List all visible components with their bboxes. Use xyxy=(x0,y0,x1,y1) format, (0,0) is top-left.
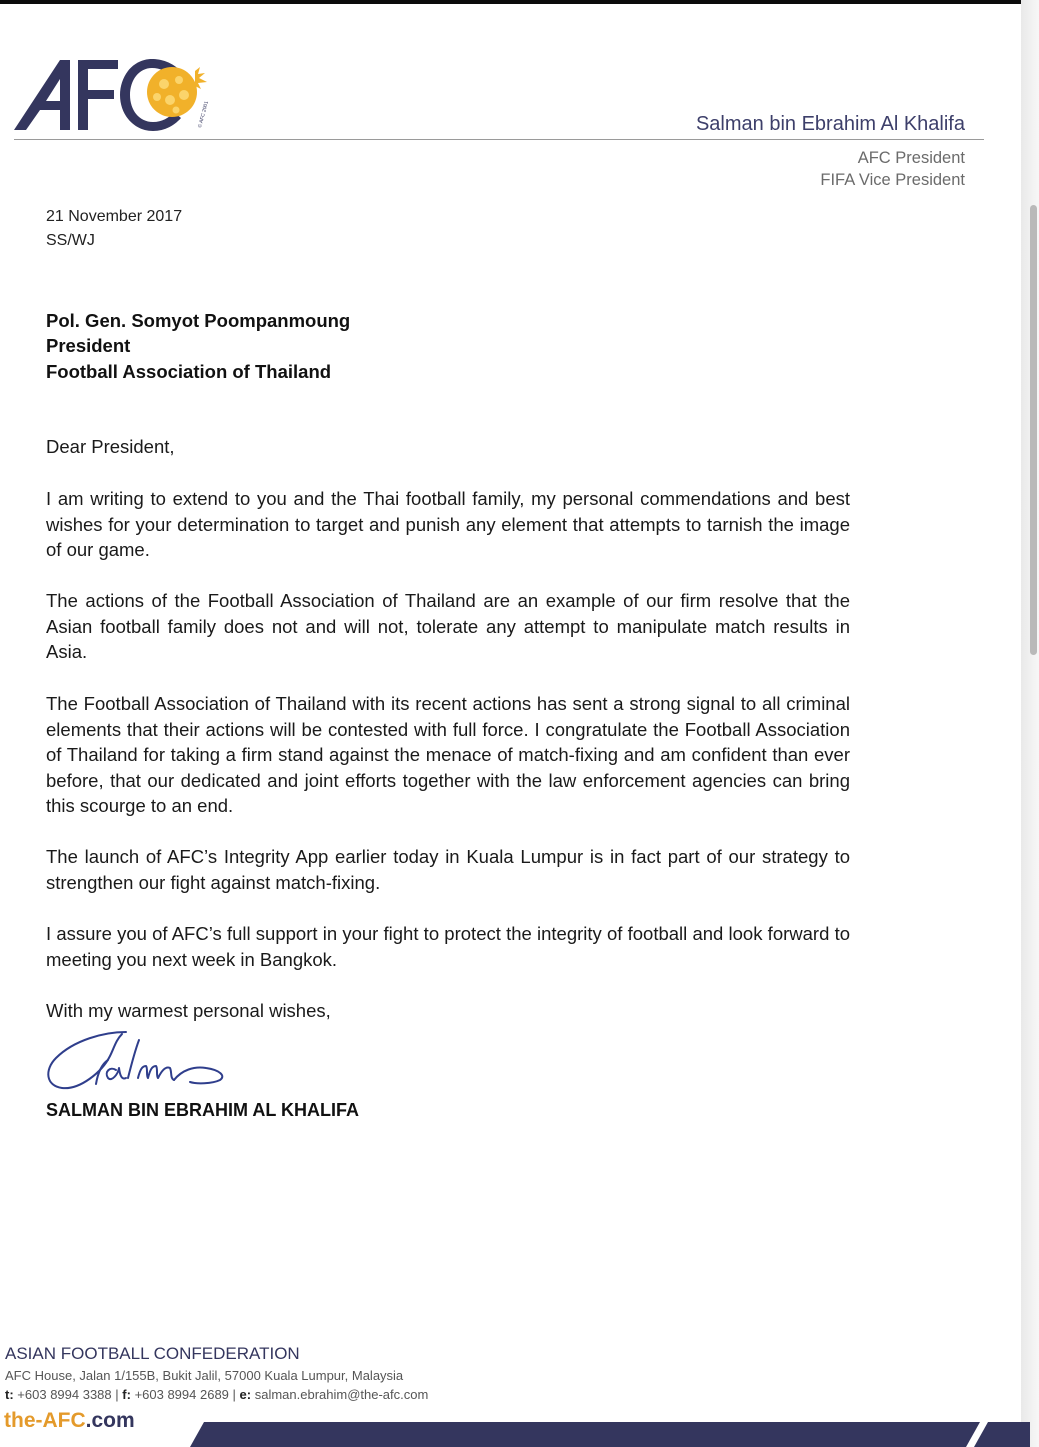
body-paragraph: The actions of the Football Association of Thailand are an example of our firm resolve that the Asian football family does not and will not, tolerate any attempt to manipulate match results in Asia. xyxy=(46,590,850,662)
reference-code: SS/WJ xyxy=(46,232,95,249)
recipient-name: Pol. Gen. Somyot Poompanmoung xyxy=(46,310,351,331)
body-paragraph: I assure you of AFC’s full support in your fight to protect the integrity of football and look forward to meeting you next week in Bangkok. xyxy=(46,923,850,970)
president-name: Salman bin Ebrahim Al Khalifa xyxy=(695,113,965,135)
footer-contact: t: +603 8994 3388 | f: +603 8994 2689 | e: salman.ebrahim@the-afc.com xyxy=(5,1387,429,1402)
signatory-name: SALMAN BIN EBRAHIM AL KHALIFA xyxy=(46,1100,359,1120)
logo-copyright: © AFC 2001 xyxy=(197,100,211,129)
footer-address: AFC House, Jalan 1/155B, Bukit Jalil, 57000 Kuala Lumpur, Malaysia xyxy=(5,1368,404,1383)
website-tld: .com xyxy=(85,1409,135,1432)
phone-label: t: xyxy=(5,1387,14,1402)
footer-website[interactable] xyxy=(4,1409,135,1433)
footer-organization: ASIAN FOOTBALL CONFEDERATION xyxy=(5,1344,300,1363)
letter-page xyxy=(0,4,1021,1447)
footer-band xyxy=(190,1422,1030,1447)
letter-date: 21 November 2017 xyxy=(46,208,183,225)
viewer-scroll-track[interactable] xyxy=(1021,0,1039,1447)
recipient-organization: Football Association of Thailand xyxy=(46,361,332,382)
body-paragraph: The launch of AFC’s Integrity App earlier today in Kuala Lumpur is in fact part of our strategy to strengthen our fight against match-fixing. xyxy=(46,846,850,893)
body-paragraph: The Football Association of Thailand with its recent actions has sent a strong signal to all criminal elements that their actions will be contested with full force. I congratulate the Football Association of Thailand for taking a firm stand against the menace of match-fixing and am confident than ever before, that our dedicated and joint efforts together with the law enforcement agencies can bring this scourge to an end. xyxy=(46,693,850,816)
header-divider xyxy=(14,139,984,140)
salutation: Dear President, xyxy=(46,436,175,457)
footer-phone: +603 8994 3388 xyxy=(17,1387,112,1402)
recipient-title: President xyxy=(46,335,131,356)
president-title-afc: AFC President xyxy=(857,149,965,167)
email-label: e: xyxy=(239,1387,252,1402)
viewer-scrollbar-thumb[interactable] xyxy=(1030,205,1037,655)
footer-email[interactable]: salman.ebrahim@the-afc.com xyxy=(254,1387,429,1402)
body-paragraph: I am writing to extend to you and the Thai football family, my personal commendations and best wishes for your determination to target and punish any element that attempts to tarnish the image of our game. xyxy=(46,488,850,560)
afc-logo xyxy=(14,58,214,138)
fax-label: f: xyxy=(122,1387,131,1402)
handwritten-signature xyxy=(44,1026,234,1096)
sun-ball-emblem xyxy=(147,67,207,117)
president-title-fifa: FIFA Vice President xyxy=(820,171,965,189)
website-domain: the-AFC xyxy=(4,1409,86,1432)
footer-fax: +603 8994 2689 xyxy=(134,1387,229,1402)
closing-line: With my warmest personal wishes, xyxy=(46,1000,331,1021)
